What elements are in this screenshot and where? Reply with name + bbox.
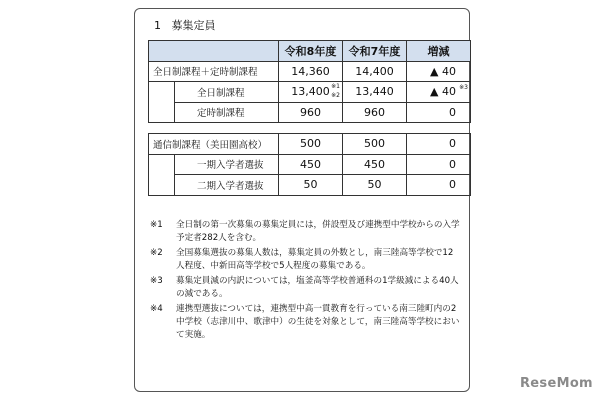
row-r7: 13,440 (343, 82, 407, 103)
footnote (150, 247, 460, 273)
enrollment-quota-table (148, 40, 471, 196)
footnote (150, 219, 460, 245)
footnote-mark: ※3 (150, 276, 163, 286)
row-r8: 14,360 (279, 61, 343, 82)
row-r8-value: 13,400 (291, 85, 330, 99)
row-r8: 960 (279, 102, 343, 123)
row-label: 定時制課程 (175, 102, 279, 123)
footnotes (150, 219, 460, 344)
table-gap (149, 123, 471, 134)
table-row (149, 102, 471, 123)
row-r7: 450 (343, 154, 407, 175)
row-diff: 0 (407, 154, 471, 175)
row-r7: 960 (343, 102, 407, 123)
footnote (150, 275, 460, 301)
row-r8 (279, 82, 343, 103)
table-row (149, 82, 471, 103)
footnote-text: 全日制の第一次募集の募集定員には，併設型及び連携型中学校からの入学予定者282人を含む。 (176, 220, 460, 243)
header-blank (149, 41, 279, 62)
footnote-mark: ※4 (150, 304, 163, 314)
row-label: 一期入学者選抜 (175, 154, 279, 175)
header-r7: 令和7年度 (343, 41, 407, 62)
table-row (149, 154, 471, 175)
row-r7: 50 (343, 175, 407, 196)
note-ref-2: ※2 (331, 92, 340, 99)
row-r7: 14,400 (343, 61, 407, 82)
row-diff (407, 82, 471, 103)
row-label: 通信制課程（美田園高校） (149, 134, 279, 155)
table-row (149, 175, 471, 196)
header-r8: 令和8年度 (279, 41, 343, 62)
row-r8: 450 (279, 154, 343, 175)
row-label: 全日制課程 (175, 82, 279, 103)
row-diff: 0 (407, 134, 471, 155)
table-header-row (149, 41, 471, 62)
header-diff: 増減 (407, 41, 471, 62)
footnote-mark: ※1 (150, 220, 163, 230)
footnote-text: 全国募集選抜の募集人数は，募集定員の外数とし，南三陸高等学校で12人程度、中新田高等学校で5人程度の募集である。 (176, 248, 454, 271)
row-diff: 0 (407, 102, 471, 123)
row-diff-value: ▲ 40 (430, 85, 456, 99)
row-r7: 500 (343, 134, 407, 155)
row-label: 全日制課程＋定時制課程 (149, 61, 279, 82)
table-row (149, 61, 471, 82)
indent-cell (149, 102, 175, 123)
footnote-text: 連携型選抜については，連携型中高一貫教育を行っている南三陸町内の2中学校（志津川中、歌津中）の生徒を対象として，南三陸高等学校において実施。 (176, 304, 460, 340)
row-diff: ▲ 40 (407, 61, 471, 82)
row-diff: 0 (407, 175, 471, 196)
indent-cell (149, 154, 175, 175)
footnote (150, 303, 460, 342)
section-title-text: 募集定員 (171, 19, 216, 32)
gap-cell (149, 123, 471, 134)
indent-cell (149, 82, 175, 103)
footnote-mark: ※2 (150, 248, 163, 258)
table-row (149, 134, 471, 155)
row-r8: 50 (279, 175, 343, 196)
indent-cell (149, 175, 175, 196)
note-ref-1: ※1 (331, 83, 340, 90)
note-ref-3: ※3 (459, 84, 468, 91)
row-r8: 500 (279, 134, 343, 155)
footnote-text: 募集定員減の内訳については，塩釜高等学校普通科の1学級減による40人の減である。 (176, 276, 459, 299)
section-number: 1 (154, 19, 161, 32)
row-label: 二期入学者選抜 (175, 175, 279, 196)
section-title (154, 17, 216, 33)
resemom-logo: ReseMom (520, 376, 593, 391)
